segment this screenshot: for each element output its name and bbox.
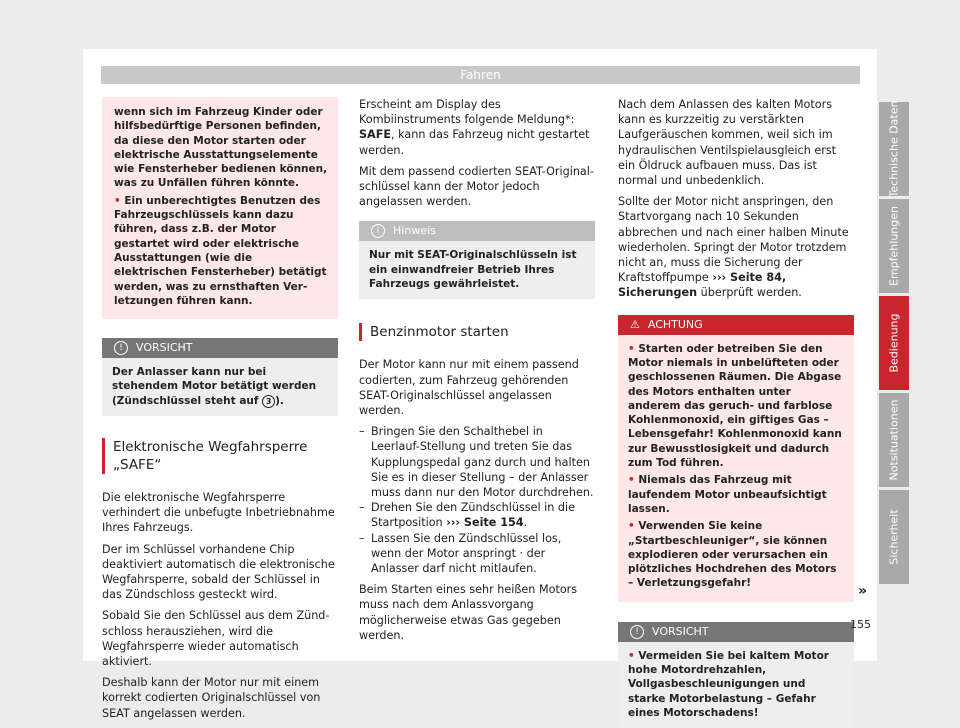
vorsicht-header: ! VORSICHT [618, 622, 854, 642]
tab-notsituationen[interactable]: Notsituationen [879, 393, 909, 487]
paragraph: Der Motor kann nur mit einem passend codierten, zum Fahrzeug gehörenden SEAT-Originalschlüssel angelassen werden. [359, 358, 579, 417]
page-number: 155 [850, 618, 871, 631]
warning-triangle-icon: ⚠ [630, 317, 640, 331]
tab-empfehlungen[interactable]: Empfehlungen [879, 199, 909, 293]
info-icon: i [371, 224, 385, 238]
paragraph: Mit dem passend codierten SEAT-Originalschlüssel kann der Motor jedoch angelassen werden. [359, 164, 594, 209]
section-title: Benzinmotor starten [359, 323, 595, 341]
paragraph: Sollte der Motor nicht anspringen, den Startvorgang nach 10 Sekunden abbrechen und nach einer halben Minute wiederholen. Springt der Motor trotzdem nicht an, muss die Sicherung der Kraftstoffpumpe ››› Seite 84, Sicherungen überprüft werden. [618, 195, 849, 300]
tab-bedienung[interactable]: Bedienung [879, 296, 909, 390]
list-item: – Bringen Sie den Schalthebel in Leerlauf-Stellung und treten Sie das Kupplungspedal ganz durch und halten Sie es in dieser Stellung – der Anlasser muss dann nur den Motor durchdrehen. [359, 425, 594, 499]
warning-box-continued [102, 97, 338, 319]
achtung-box [618, 315, 854, 602]
hinweis-body: Nur mit SEAT-Originalschlüsseln ist ein einwandfreier Betrieb Ihres Fahrzeugs gewährleistet. [369, 249, 577, 291]
paragraph: Nach dem Anlassen des kalten Motors kann es kurzzeitig zu verstärkten Laufgeräuschen kommen, weil sich im hydraulischen Ventilspielausgleich erst ein Öldruck aufbauen muss. Das ist normal und unbedenklich. [618, 98, 837, 188]
info-icon: ! [630, 625, 644, 639]
continue-mark: » [858, 583, 868, 599]
paragraph: Erscheint am Display des Kombiinstruments folgende Meldung*: SAFE, kann das Fahrzeug nicht gestartet werden. [359, 98, 590, 157]
paragraph: Der im Schlüssel vorhandene Chip deaktiviert automatisch die elektronische Wegfahrsperre, sobald der Schlüssel in das Zündschloss gesteckt wird. [102, 542, 335, 602]
warning-bullet: • Starten oder betreiben Sie den Motor niemals in unbelüfteten oder geschlossenen Räumen. Die Abgase des Motors enthalten unter anderem das geruch- und farblose Kohlenmonoxid, ein giftiges Gas – Lebensgefahr! Kohlenmonoxid kann zur Bewusstlosigkeit und dadurch zum Tod führen. [628, 342, 842, 470]
tab-technische-daten[interactable]: Technische Daten [879, 102, 909, 196]
column-3 [618, 97, 854, 728]
column-1 [102, 97, 338, 727]
page-reference-link[interactable]: ››› Seite 84, Sicherungen [618, 271, 787, 300]
list-item: – Drehen Sie den Zündschlüssel in die Startposition ››› Seite 154. [359, 501, 576, 530]
vorsicht-box [618, 622, 854, 728]
list-item: – Lassen Sie den Zündschlüssel los, wenn der Motor anspringt · der Anlasser darf nicht mitlaufen. [359, 531, 562, 575]
warning-bullet: • Ein unberechtigtes Benutzen des Fahrzeugschlüssels kann dazu führen, dass z.B. der Motor gestartet wird oder elektrische Ausstattungen (wie die elektrischen Fensterheber) betätigt werden, was zu ernsthaften Verletzungen führen kann. [114, 194, 327, 307]
vorsicht-body: • Vermeiden Sie bei kaltem Motor hohe Motordrehzahlen, Vollgasbeschleunigungen und starke Motorbelastung – Gefahr eines Motorschadens! [628, 649, 829, 719]
achtung-header: ⚠ ACHTUNG [618, 315, 854, 335]
page-header: Fahren [101, 66, 860, 84]
tab-sicherheit[interactable]: Sicherheit [879, 490, 909, 584]
hinweis-header: i Hinweis [359, 221, 595, 241]
vorsicht-body: Der Anlasser kann nur bei stehendem Motor betätigt werden (Zündschlüssel steht auf 3 ). [112, 366, 317, 407]
hinweis-box [359, 221, 595, 299]
achtung-body [618, 335, 854, 602]
paragraph: Sobald Sie den Schlüssel aus dem Zündschloss herausziehen, wird die Wegfahrsperre wieder automatisch aktiviert. [102, 609, 330, 669]
vorsicht-box [102, 338, 338, 416]
info-icon: ! [114, 341, 128, 355]
paragraph: Die elektronische Wegfahrsperre verhindert die unbefugte Inbetriebnahme Ihres Fahrzeugs. [102, 491, 335, 535]
bullet-icon: • [114, 194, 121, 207]
paragraph: Deshalb kann der Motor nur mit einem korrekt codierten Originalschlüssel von SEAT angelassen werden. [102, 676, 321, 720]
warning-text: wenn sich im Fahrzeug Kinder oder hilfsbedürftige Personen befinden, da diese den Motor starten oder elektrische Ausstattungselemente wie Fensterheber bedienen können, was zu Unfällen führen könnte. [114, 106, 328, 190]
paragraph: Beim Starten eines sehr heißen Motors muss nach dem Anlassvorgang möglicherweise etwas Gas gegeben werden. [359, 583, 578, 642]
section-title: Elektronische Wegfahrsperre „SAFE“ [102, 438, 338, 474]
column-2 [359, 97, 595, 649]
warning-bullet: • Verwenden Sie keine „Startbeschleuniger“, sie können explodieren oder verursachen ein plötzliches Hochdrehen des Motors – Verletzungsgefahr! [628, 520, 837, 590]
position-number: 3 [262, 395, 275, 408]
warning-bullet: • Niemals das Fahrzeug mit laufendem Motor unbeaufsichtigt lassen. [628, 474, 827, 515]
page-reference-link[interactable]: ››› Seite 154 [446, 516, 524, 530]
vorsicht-header: ! VORSICHT [102, 338, 338, 358]
